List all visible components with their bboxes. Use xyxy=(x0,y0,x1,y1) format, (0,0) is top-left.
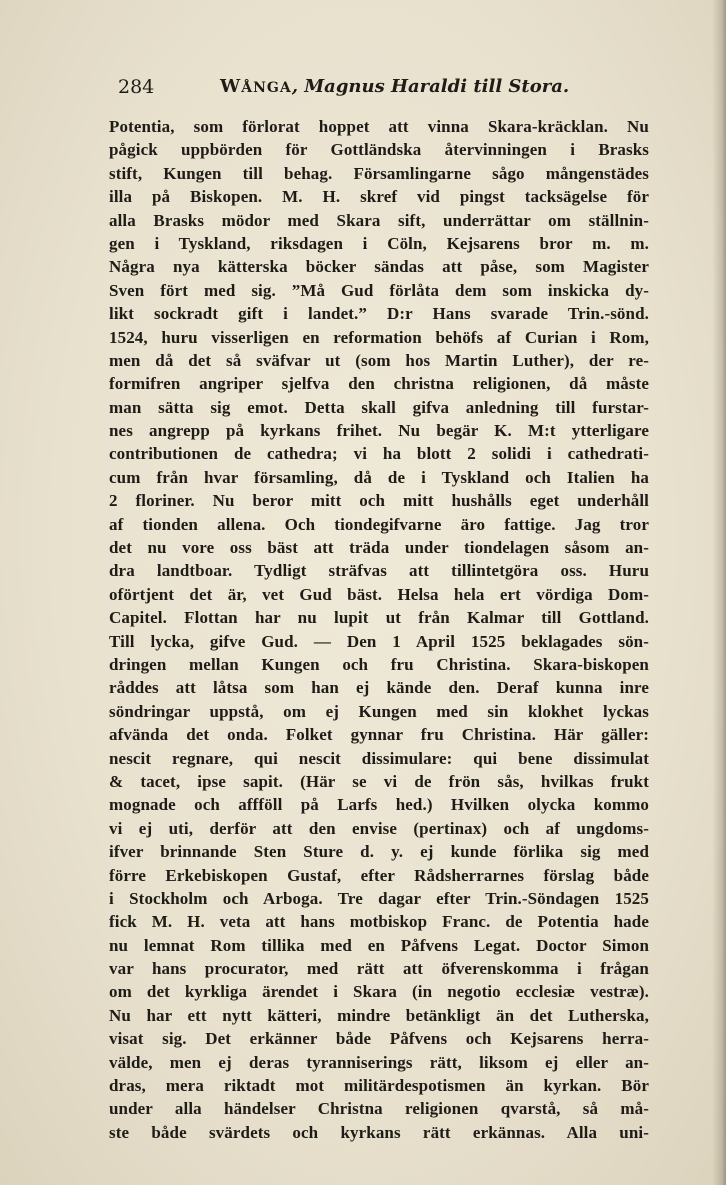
text-line: & tacet, ipse sapit. (Här se vi de frön sås, hvilkas frukt xyxy=(109,771,649,791)
text-line: Sven fört med sig. ”Må Gud förlåta dem som inskicka dy- xyxy=(109,280,649,300)
text-line: nu lemnat Rom tillika med en Påfvens Legat. Doctor Simon xyxy=(109,935,649,955)
text-line: nescit regnare, qui nescit dissimulare: qui bene dissimulat xyxy=(109,748,649,768)
text-line: ifver brinnande Sten Sture d. y. ej kunde förlika sig med xyxy=(109,842,649,862)
text-line: dras, mera riktadt mot militärdespotismen än kyrkan. Bör xyxy=(109,1076,649,1096)
text-line: cum från hvar församling, då de i Tyskland och Italien ha xyxy=(109,467,649,487)
text-line: dringen mellan Kungen och fru Christina. Skara-biskopen xyxy=(109,654,649,674)
text-line: under alla händelser Christna religionen qvarstå, så må- xyxy=(109,1099,649,1119)
text-line: fick M. H. veta att hans motbiskop Franc. de Potentia hade xyxy=(109,912,649,932)
text-line: afvända det onda. Folket gynnar fru Christina. Här gäller: xyxy=(109,725,649,745)
text-line: förre Erkebiskopen Gustaf, efter Rådsherrarnes förslag både xyxy=(109,865,649,885)
text-line: Capitel. Flottan har nu lupit ut från Kalmar till Gottland. xyxy=(109,608,649,628)
text-line: contributionen de cathedra; vi ha blott 2 solidi i cathedrati- xyxy=(109,444,649,464)
text-line: visat sig. Det erkänner både Påfvens och Kejsarens herra- xyxy=(109,1029,649,1049)
page-number: 284 xyxy=(118,76,155,98)
text-line: välde, men ej deras tyranniserings rätt, liksom ej eller an- xyxy=(109,1052,649,1072)
text-line: Till lycka, gifve Gud. — Den 1 April 1525 beklagades sön- xyxy=(109,631,649,651)
text-line: Potentia, som förlorat hoppet att vinna Skara-kräcklan. Nu xyxy=(109,117,649,136)
text-line: nes angrepp på kyrkans frihet. Nu begär K. M:t ytterligare xyxy=(109,421,649,441)
text-line: 2 floriner. Nu beror mitt och mitt hushålls eget underhåll xyxy=(109,491,649,511)
text-line: ste både svärdets och kyrkans rätt erkännas. Alla uni- xyxy=(109,1122,649,1142)
text-line: illa på Biskopen. M. H. skref vid pingst tacksägelse för xyxy=(109,187,649,207)
text-line: dra landtboar. Tydligt sträfvas att tillintetgöra oss. Huru xyxy=(109,561,649,581)
text-line: det nu vore oss bäst att träda under tiondelagen såsom an- xyxy=(109,538,649,558)
text-line: Nu har ett nytt kätteri, mindre betänkligt än det Lutherska, xyxy=(109,1005,649,1025)
text-line: pågick uppbörden för Gottländska återvinningen i Brasks xyxy=(109,140,649,160)
running-title xyxy=(220,74,569,101)
running-title-rest: , Magnus Haraldi till Stora. xyxy=(291,76,570,97)
body-text xyxy=(109,115,649,1144)
text-line: Några nya kätterska böcker sändas att påse, som Magister xyxy=(109,257,649,277)
running-title-initial: W xyxy=(220,76,242,97)
text-line: mognade och affföll på Larfs hed.) Hvilken olycka kommo xyxy=(109,795,649,815)
running-title-smallcaps: ÅNGA xyxy=(241,80,292,96)
text-line: råddes att låtsa som han ej kände den. Deraf kunna inre xyxy=(109,678,649,698)
text-line: likt sockradt gift i landet.” D:r Hans svarade Trin.-sönd. xyxy=(109,304,649,324)
text-line: söndringar uppstå, om ej Kungen med sin klokhet lyckas xyxy=(109,701,649,721)
text-line: om det kyrkliga ärendet i Skara (in negotio ecclesiæ vestræ). xyxy=(109,982,649,1002)
text-line: vi ej uti, derför att den envise (pertinax) och af ungdoms- xyxy=(109,818,649,838)
text-line: 1524, huru visserligen en reformation behöfs af Curian i Rom, xyxy=(109,327,649,347)
text-line: men då det så sväfvar ut (som hos Martin Luther), der re- xyxy=(109,350,649,370)
text-line: gen i Tyskland, riksdagen i Cöln, Kejsarens bror m. m. xyxy=(109,233,649,253)
text-line: stift, Kungen till behag. Församlingarne sågo mångenstädes xyxy=(109,163,649,183)
text-line: formifren angriper sjelfva den christna religionen, då måste xyxy=(109,374,649,394)
text-line: oförtjent det är, vet Gud bäst. Helsa hela ert vördiga Dom- xyxy=(109,584,649,604)
page-edge-shadow xyxy=(712,0,726,1185)
running-head xyxy=(118,74,618,100)
text-line: man sätta sig emot. Detta skall gifva anledning till furstar- xyxy=(109,397,649,417)
text-line: var hans procurator, med rätt att öfverenskomma i frågan xyxy=(109,959,649,979)
text-line: i Stockholm och Arboga. Tre dagar efter Trin.-Söndagen 1525 xyxy=(109,888,649,908)
text-line: alla Brasks mödor med Skara sift, underrättar om ställnin- xyxy=(109,210,649,230)
text-line: af tionden allena. Och tiondegifvarne äro fattige. Jag tror xyxy=(109,514,649,534)
